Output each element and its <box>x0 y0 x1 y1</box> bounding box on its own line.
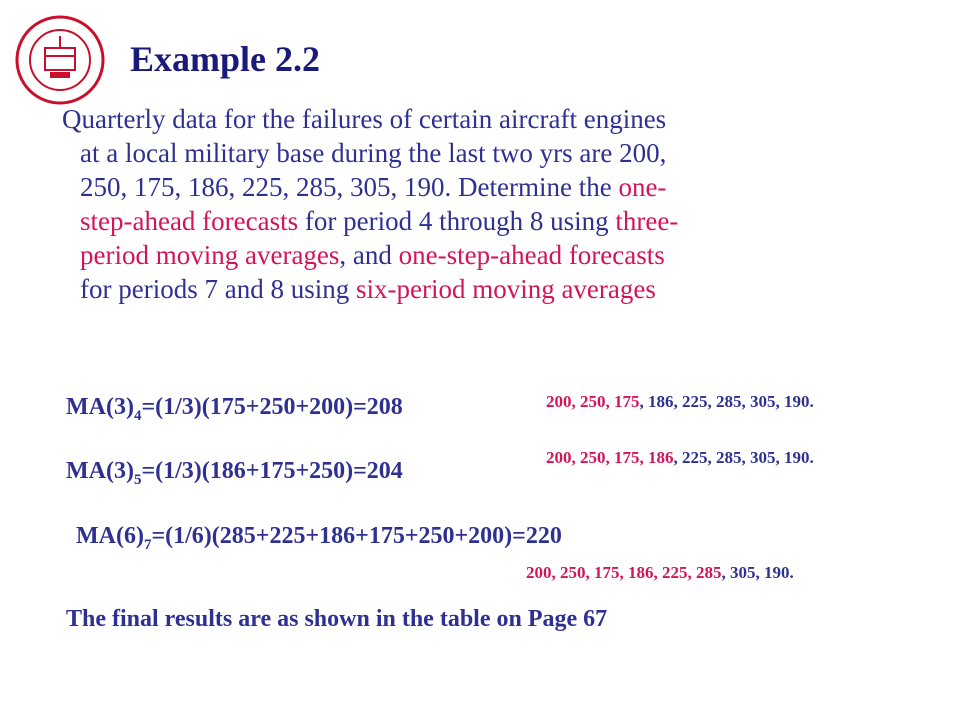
formula-ma6-7: $MA(6)_7=(1/6)(285+225+186+175+250+200)=220$ <box>76 523 562 553</box>
sequence-ma6-7: 200, 250, 175, 186, 225, 285, 305, 190. <box>526 563 794 582</box>
statement-text: at a local military base during the last two yrs are 200, <box>80 138 667 168</box>
statement-line <box>62 170 942 204</box>
university-logo <box>14 14 106 106</box>
statement-text: for period 4 through 8 using <box>298 206 616 236</box>
sequence-ma3-5: 200, 250, 175, 186, 225, 285, 305, 190. <box>546 448 814 467</box>
statement-line <box>62 102 942 136</box>
formula-ma3-5: $MA(3)_5=(1/3)(186+175+250)=204$ <box>66 458 403 488</box>
statement-text: 250, 175, 186, 225, 285, 305, 190. Determine the <box>80 172 619 202</box>
statement-line <box>62 238 942 272</box>
statement-line <box>62 272 942 306</box>
statement-text: for periods 7 and 8 using <box>80 274 356 304</box>
highlighted-phrase: step-ahead forecasts <box>80 206 299 236</box>
highlighted-phrase: one- <box>618 172 667 202</box>
statement-text: , and <box>339 240 399 270</box>
final-note: The final results are as shown in the table on Page 67 <box>66 606 608 632</box>
highlighted-phrase: period moving averages <box>80 240 340 270</box>
statement-line <box>62 136 942 170</box>
highlighted-phrase: three- <box>615 206 679 236</box>
page-title: Example 2.2 <box>130 39 321 79</box>
statement-line <box>62 204 942 238</box>
formula-ma3-4: $MA(3)_4=(1/3)(175+250+200)=208$ <box>66 394 403 424</box>
highlighted-phrase: six-period moving averages <box>355 274 656 304</box>
highlighted-phrase: one-step-ahead forecasts <box>398 240 665 270</box>
problem-statement <box>62 102 942 306</box>
sequence-ma3-4: 200, 250, 175, 186, 225, 285, 305, 190. <box>546 392 814 411</box>
statement-text: Quarterly data for the failures of certain aircraft engines <box>62 104 667 134</box>
